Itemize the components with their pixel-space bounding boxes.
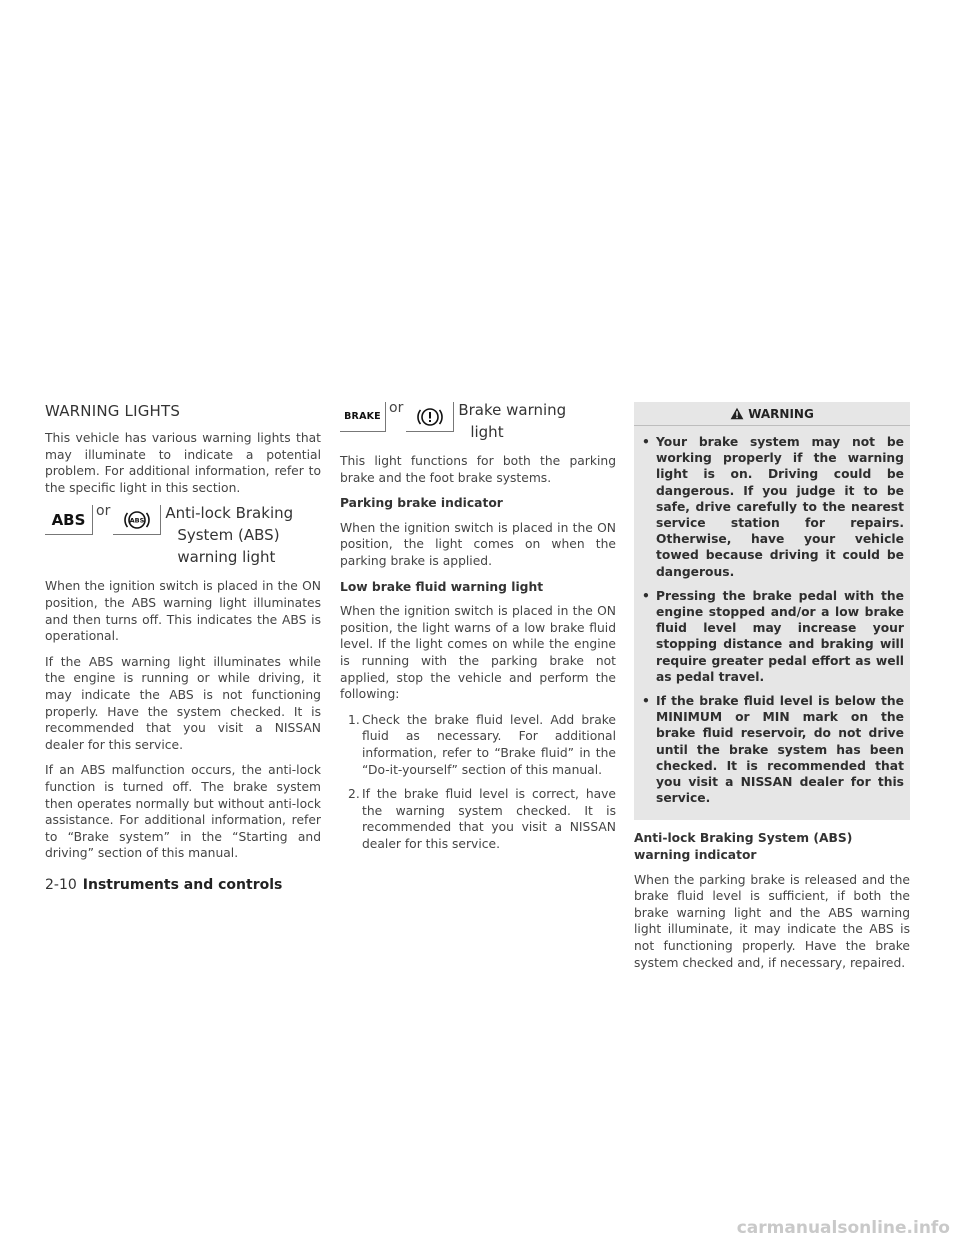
intro-paragraph: This vehicle has various warning lights that may illuminate to indicate a potential problem. For additional information, refer to the specific light in this section. <box>45 431 321 495</box>
warning-item: • Your brake system may not be working properly if the warning light is on. Driving could be dangerous. If you judge it to be safe, drive carefully to the nearest service station for repairs. Otherwise, have your vehicle towed because driving it could be dangerous. <box>642 435 904 579</box>
svg-text:ABS: ABS <box>129 516 145 525</box>
column-1 <box>45 402 321 871</box>
brake-intro: This light functions for both the parking brake and the foot brake systems. <box>340 454 616 485</box>
section-title: WARNING LIGHTS <box>45 402 181 420</box>
low-fluid-text: When the ignition switch is placed in the ON position, the light warns of a low brake fluid level. If the light comes on while the engine is running with the parking brake not applied, stop the vehicle and perform the following: <box>340 604 616 702</box>
parking-brake-heading: Parking brake indicator <box>340 496 503 511</box>
low-fluid-heading: Low brake fluid warning light <box>340 579 544 594</box>
abs-paragraph-2: If the ABS warning light illuminates while the engine is running or while driving, it may indicate the ABS is not functioning properly. Have the system checked. It is recommended that you visit a NISSAN dealer for this service. <box>45 654 321 752</box>
brake-text-icon: BRAKE <box>340 402 386 432</box>
abs-paragraph-1: When the ignition switch is placed in the ON position, the ABS warning light illuminates and then turns off. This indicates the ABS is operational. <box>45 579 321 644</box>
warning-item: • Pressing the brake pedal with the engine stopped and/or a low brake fluid level may increase your stopping distance and braking will require greater pedal effort as well as pedal travel. <box>642 588 904 684</box>
watermark: carmanualsonline.info <box>736 1218 950 1238</box>
page-number: 2-10 <box>45 877 77 893</box>
steps-list <box>340 712 616 853</box>
warning-box <box>634 402 910 820</box>
or-word: or <box>96 503 111 520</box>
warning-header <box>634 402 910 426</box>
warning-triangle-icon <box>730 407 744 420</box>
chapter-title: Instruments and controls <box>82 877 283 893</box>
abs-paragraph-3: If an ABS malfunction occurs, the anti-lock function is turned off. The brake system then operates normally but without anti-lock assistance. For additional information, refer to “Brake system” in the “Starting and driving” section of this manual. <box>45 763 321 861</box>
list-item: 2. If the brake fluid level is correct, have the warning system checked. It is recommended that you visit a NISSAN dealer for this service. <box>348 787 616 851</box>
warning-title: WARNING <box>748 406 814 421</box>
warning-item: • If the brake fluid level is below the MINIMUM or MIN mark on the brake fluid reservoir, do not drive until the brake system has been checked. It is recommended that you visit a NISSAN dealer for this service. <box>642 694 904 806</box>
brake-light-title: Brake warning light <box>458 401 567 441</box>
abs-text-icon: ABS <box>45 505 93 535</box>
abs-circle-icon <box>113 505 161 535</box>
page-footer <box>45 877 282 893</box>
brake-light-heading <box>340 402 616 443</box>
abs-light-title: Anti-lock Braking System (ABS) warning light <box>165 504 294 567</box>
column-3 <box>634 402 910 980</box>
list-item: 1. Check the brake fluid level. Add brake fluid as necessary. For additional information, refer to “Brake fluid” in the “Do-it-yourself” section of this manual. <box>348 712 616 777</box>
abs-indicator-text: When the parking brake is released and the brake fluid level is sufficient, if both the brake warning light and the ABS warning light illuminate, it may indicate the ABS is not functioning properly. Have the brake system checked and, if necessary, repaired. <box>634 872 910 970</box>
parking-brake-text: When the ignition switch is placed in the ON position, the light comes on when the parking brake is applied. <box>340 520 616 568</box>
column-2 <box>340 402 616 861</box>
abs-indicator-heading: Anti-lock Braking System (ABS) warning indicator <box>634 831 853 863</box>
brake-circle-icon <box>406 402 454 432</box>
or-word: or <box>389 400 404 416</box>
abs-light-heading <box>45 505 321 568</box>
